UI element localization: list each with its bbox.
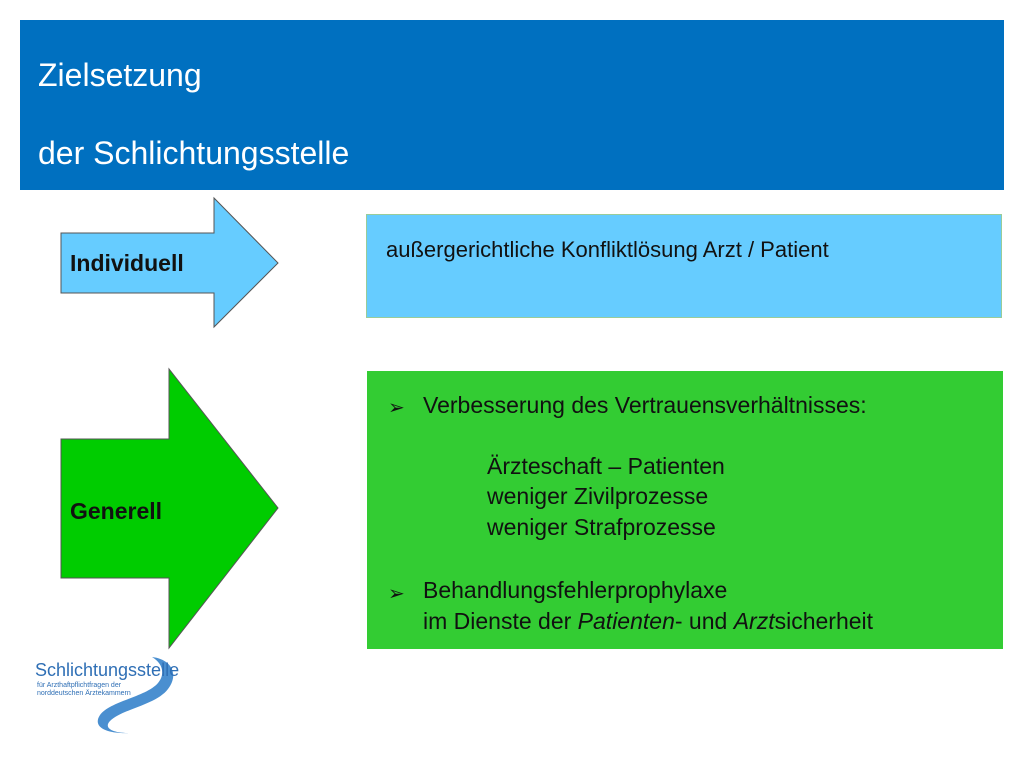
goal-item-2-line-1: Behandlungsfehlerprophylaxe: [423, 577, 728, 603]
goal-item-2-line-2: im Dienste der Patienten- und Arztsicherheit: [423, 608, 874, 634]
title-line-2: der Schlichtungsstelle: [38, 135, 350, 171]
bullet-icon: ➢: [388, 397, 405, 419]
title-bar: [20, 20, 1004, 190]
individual-goal-box: [366, 214, 1002, 318]
general-goal-box: [367, 371, 1003, 649]
logo-name: Schlichtungsstelle: [35, 660, 180, 680]
logo-subline-1: für Arzthaftpflichtfragen der: [37, 682, 122, 689]
logo-subline-2: norddeutschen Ärztekammern: [37, 690, 131, 697]
goal-item-1-sub-2: weniger Zivilprozesse: [487, 483, 709, 509]
title-line-1: Zielsetzung: [38, 57, 202, 93]
individual-label: Individuell: [70, 250, 184, 276]
bullet-icon: ➢: [388, 583, 405, 605]
goal-item-1-title: Verbesserung des Vertrauensverhältnisses:: [423, 392, 867, 418]
goal-item-1-sub-3: weniger Strafprozesse: [487, 514, 716, 540]
goal-item-1-sub-1: Ärzteschaft – Patienten: [487, 453, 725, 479]
general-label: Generell: [70, 498, 163, 524]
schlichtungsstelle-logo: [30, 655, 190, 735]
individual-goal-text: außergerichtliche Konfliktlösung Arzt / Patient: [386, 237, 829, 262]
